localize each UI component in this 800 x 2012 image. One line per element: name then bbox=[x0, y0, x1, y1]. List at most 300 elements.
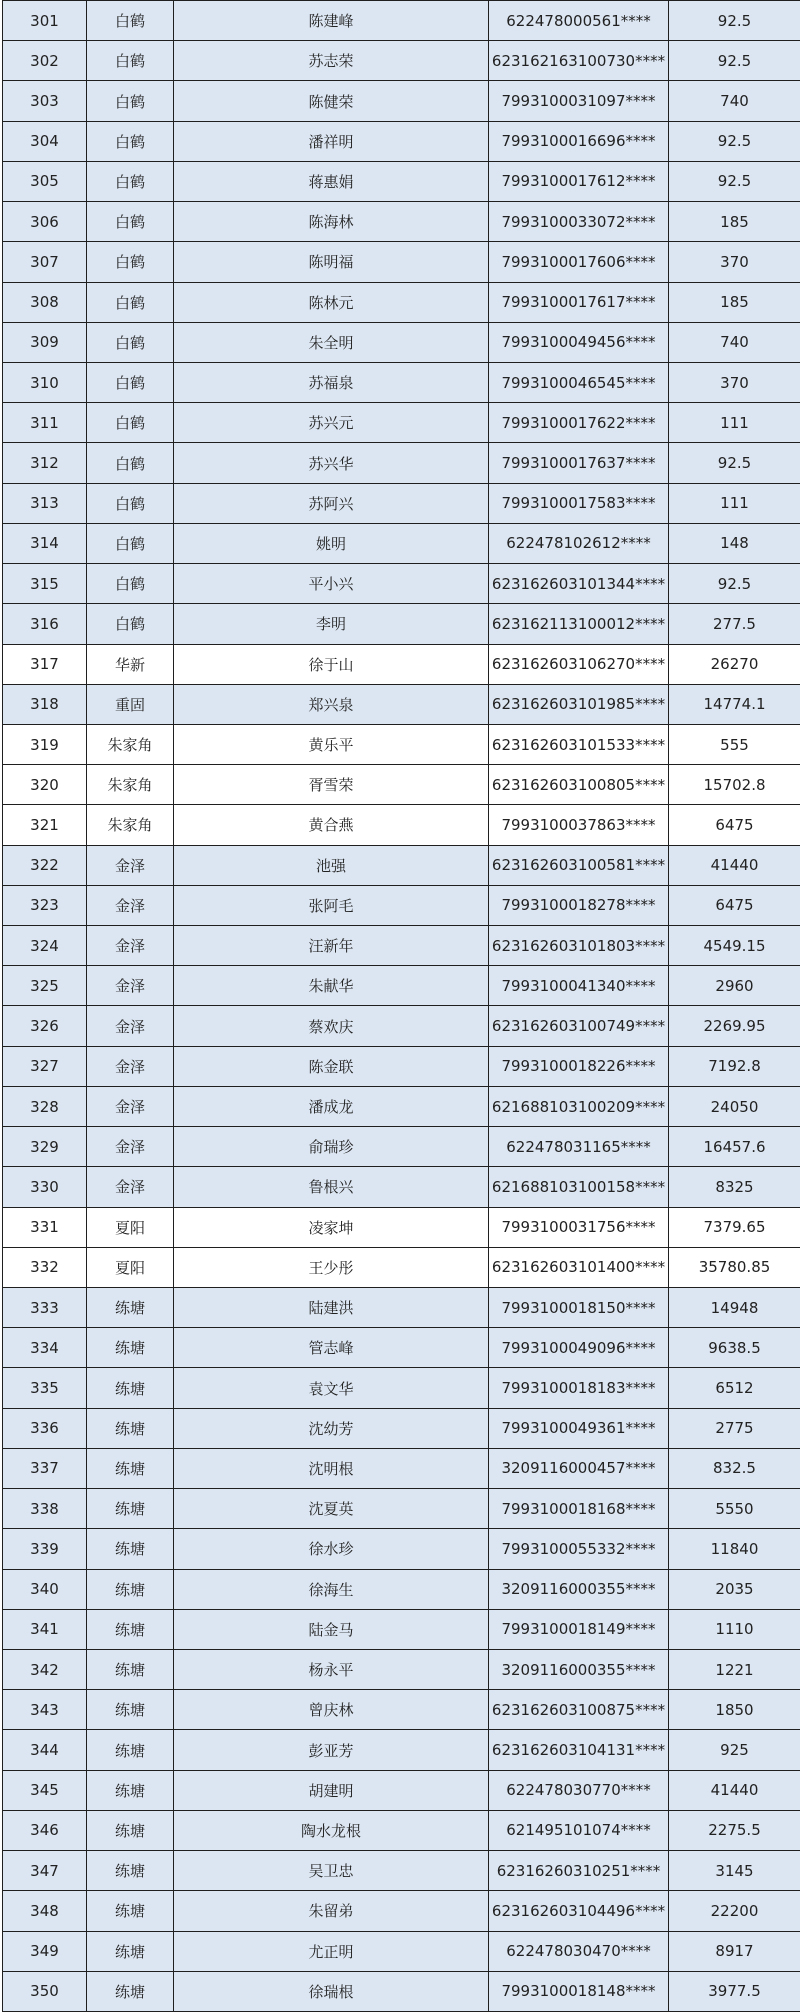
name-cell: 蒋惠娟 bbox=[174, 161, 489, 201]
town-cell: 练塘 bbox=[87, 1851, 174, 1891]
name-cell: 胥雪荣 bbox=[174, 765, 489, 805]
town-cell: 朱家角 bbox=[87, 805, 174, 845]
row-number-cell: 344 bbox=[3, 1730, 87, 1770]
amount-cell: 24050 bbox=[669, 1086, 800, 1126]
account-number-cell: 623162603100805**** bbox=[489, 765, 669, 805]
account-number-cell: 7993100017617**** bbox=[489, 282, 669, 322]
name-cell: 陈林元 bbox=[174, 282, 489, 322]
table-row bbox=[3, 966, 800, 1006]
name-cell: 朱留弟 bbox=[174, 1891, 489, 1931]
account-number-cell: 622478000561**** bbox=[489, 1, 669, 41]
row-number-cell: 336 bbox=[3, 1408, 87, 1448]
table-row bbox=[3, 1368, 800, 1408]
table-row bbox=[3, 564, 800, 604]
town-cell: 重固 bbox=[87, 684, 174, 724]
table-row bbox=[3, 1971, 800, 2011]
town-cell: 白鹤 bbox=[87, 443, 174, 483]
name-cell: 管志峰 bbox=[174, 1328, 489, 1368]
name-cell: 沈幼芳 bbox=[174, 1408, 489, 1448]
table-row bbox=[3, 1448, 800, 1488]
name-cell: 徐海生 bbox=[174, 1569, 489, 1609]
table-row bbox=[3, 1, 800, 41]
name-cell: 曾庆林 bbox=[174, 1690, 489, 1730]
account-number-cell: 7993100018168**** bbox=[489, 1489, 669, 1529]
amount-cell: 8917 bbox=[669, 1931, 800, 1971]
row-number-cell: 313 bbox=[3, 483, 87, 523]
account-number-cell: 622478102612**** bbox=[489, 523, 669, 563]
amount-cell: 92.5 bbox=[669, 1, 800, 41]
table-row bbox=[3, 483, 800, 523]
amount-cell: 185 bbox=[669, 202, 800, 242]
town-cell: 朱家角 bbox=[87, 765, 174, 805]
amount-cell: 2269.95 bbox=[669, 1006, 800, 1046]
amount-cell: 1221 bbox=[669, 1649, 800, 1689]
row-number-cell: 338 bbox=[3, 1489, 87, 1529]
town-cell: 白鹤 bbox=[87, 564, 174, 604]
town-cell: 练塘 bbox=[87, 1931, 174, 1971]
town-cell: 白鹤 bbox=[87, 322, 174, 362]
table-row bbox=[3, 1328, 800, 1368]
table-row bbox=[3, 1770, 800, 1810]
amount-cell: 92.5 bbox=[669, 564, 800, 604]
town-cell: 金泽 bbox=[87, 1167, 174, 1207]
amount-cell: 92.5 bbox=[669, 41, 800, 81]
town-cell: 金泽 bbox=[87, 885, 174, 925]
account-number-cell: 623162163100730**** bbox=[489, 41, 669, 81]
table-row bbox=[3, 1086, 800, 1126]
town-cell: 白鹤 bbox=[87, 202, 174, 242]
account-number-cell: 623162603104131**** bbox=[489, 1730, 669, 1770]
amount-cell: 277.5 bbox=[669, 604, 800, 644]
account-number-cell: 623162603101533**** bbox=[489, 724, 669, 764]
table-row bbox=[3, 805, 800, 845]
row-number-cell: 311 bbox=[3, 403, 87, 443]
row-number-cell: 347 bbox=[3, 1851, 87, 1891]
name-cell: 潘祥明 bbox=[174, 121, 489, 161]
town-cell: 金泽 bbox=[87, 966, 174, 1006]
amount-cell: 740 bbox=[669, 322, 800, 362]
row-number-cell: 335 bbox=[3, 1368, 87, 1408]
amount-cell: 35780.85 bbox=[669, 1247, 800, 1287]
row-number-cell: 320 bbox=[3, 765, 87, 805]
name-cell: 陈健荣 bbox=[174, 81, 489, 121]
name-cell: 吴卫忠 bbox=[174, 1851, 489, 1891]
name-cell: 黄乐平 bbox=[174, 724, 489, 764]
name-cell: 黄合燕 bbox=[174, 805, 489, 845]
row-number-cell: 305 bbox=[3, 161, 87, 201]
row-number-cell: 325 bbox=[3, 966, 87, 1006]
amount-cell: 1850 bbox=[669, 1690, 800, 1730]
name-cell: 徐于山 bbox=[174, 644, 489, 684]
amount-cell: 9638.5 bbox=[669, 1328, 800, 1368]
row-number-cell: 303 bbox=[3, 81, 87, 121]
table-row bbox=[3, 1891, 800, 1931]
table-row bbox=[3, 121, 800, 161]
account-number-cell: 7993100017583**** bbox=[489, 483, 669, 523]
account-number-cell: 7993100031756**** bbox=[489, 1207, 669, 1247]
table-row bbox=[3, 644, 800, 684]
account-number-cell: 7993100017612**** bbox=[489, 161, 669, 201]
name-cell: 陈建峰 bbox=[174, 1, 489, 41]
table-body bbox=[3, 1, 800, 2012]
table-row bbox=[3, 1730, 800, 1770]
table-row bbox=[3, 1529, 800, 1569]
account-number-cell: 7993100049456**** bbox=[489, 322, 669, 362]
table-row bbox=[3, 1207, 800, 1247]
table-row bbox=[3, 242, 800, 282]
town-cell: 练塘 bbox=[87, 1609, 174, 1649]
account-number-cell: 7993100017622**** bbox=[489, 403, 669, 443]
row-number-cell: 329 bbox=[3, 1127, 87, 1167]
account-number-cell: 623162603100581**** bbox=[489, 845, 669, 885]
amount-cell: 925 bbox=[669, 1730, 800, 1770]
amount-cell: 14948 bbox=[669, 1288, 800, 1328]
row-number-cell: 332 bbox=[3, 1247, 87, 1287]
town-cell: 练塘 bbox=[87, 1649, 174, 1689]
name-cell: 陆金马 bbox=[174, 1609, 489, 1649]
town-cell: 练塘 bbox=[87, 1891, 174, 1931]
account-number-cell: 7993100046545**** bbox=[489, 362, 669, 402]
row-number-cell: 302 bbox=[3, 41, 87, 81]
table-row bbox=[3, 1167, 800, 1207]
name-cell: 郑兴泉 bbox=[174, 684, 489, 724]
account-number-cell: 7993100049096**** bbox=[489, 1328, 669, 1368]
row-number-cell: 322 bbox=[3, 845, 87, 885]
amount-cell: 16457.6 bbox=[669, 1127, 800, 1167]
row-number-cell: 337 bbox=[3, 1448, 87, 1488]
account-number-cell: 621688103100158**** bbox=[489, 1167, 669, 1207]
table-row bbox=[3, 1810, 800, 1850]
row-number-cell: 323 bbox=[3, 885, 87, 925]
row-number-cell: 333 bbox=[3, 1288, 87, 1328]
town-cell: 白鹤 bbox=[87, 362, 174, 402]
amount-cell: 1110 bbox=[669, 1609, 800, 1649]
row-number-cell: 316 bbox=[3, 604, 87, 644]
name-cell: 蔡欢庆 bbox=[174, 1006, 489, 1046]
name-cell: 张阿毛 bbox=[174, 885, 489, 925]
account-number-cell: 7993100017606**** bbox=[489, 242, 669, 282]
account-number-cell: 623162603101400**** bbox=[489, 1247, 669, 1287]
name-cell: 苏兴华 bbox=[174, 443, 489, 483]
table-row bbox=[3, 1931, 800, 1971]
table-row bbox=[3, 1247, 800, 1287]
name-cell: 陶水龙根 bbox=[174, 1810, 489, 1850]
account-number-cell: 7993100017637**** bbox=[489, 443, 669, 483]
town-cell: 金泽 bbox=[87, 1046, 174, 1086]
row-number-cell: 350 bbox=[3, 1971, 87, 2011]
name-cell: 徐瑞根 bbox=[174, 1971, 489, 2011]
amount-cell: 6475 bbox=[669, 885, 800, 925]
amount-cell: 370 bbox=[669, 242, 800, 282]
town-cell: 练塘 bbox=[87, 1448, 174, 1488]
row-number-cell: 307 bbox=[3, 242, 87, 282]
amount-cell: 2275.5 bbox=[669, 1810, 800, 1850]
row-number-cell: 317 bbox=[3, 644, 87, 684]
table-row bbox=[3, 1408, 800, 1448]
account-number-cell: 623162603101344**** bbox=[489, 564, 669, 604]
amount-cell: 6475 bbox=[669, 805, 800, 845]
town-cell: 练塘 bbox=[87, 1569, 174, 1609]
account-number-cell: 7993100037863**** bbox=[489, 805, 669, 845]
table-row bbox=[3, 724, 800, 764]
name-cell: 苏阿兴 bbox=[174, 483, 489, 523]
table-row bbox=[3, 885, 800, 925]
table-row bbox=[3, 684, 800, 724]
account-number-cell: 7993100018183**** bbox=[489, 1368, 669, 1408]
town-cell: 白鹤 bbox=[87, 242, 174, 282]
account-number-cell: 3209116000355**** bbox=[489, 1569, 669, 1609]
town-cell: 金泽 bbox=[87, 926, 174, 966]
amount-cell: 555 bbox=[669, 724, 800, 764]
row-number-cell: 334 bbox=[3, 1328, 87, 1368]
town-cell: 白鹤 bbox=[87, 523, 174, 563]
table-row bbox=[3, 1046, 800, 1086]
name-cell: 彭亚芳 bbox=[174, 1730, 489, 1770]
table-row bbox=[3, 202, 800, 242]
table-row bbox=[3, 926, 800, 966]
name-cell: 陆建洪 bbox=[174, 1288, 489, 1328]
name-cell: 杨永平 bbox=[174, 1649, 489, 1689]
row-number-cell: 348 bbox=[3, 1891, 87, 1931]
town-cell: 白鹤 bbox=[87, 1, 174, 41]
account-number-cell: 622478030470**** bbox=[489, 1931, 669, 1971]
row-number-cell: 324 bbox=[3, 926, 87, 966]
row-number-cell: 326 bbox=[3, 1006, 87, 1046]
amount-cell: 11840 bbox=[669, 1529, 800, 1569]
account-number-cell: 7993100018150**** bbox=[489, 1288, 669, 1328]
account-number-cell: 621688103100209**** bbox=[489, 1086, 669, 1126]
row-number-cell: 315 bbox=[3, 564, 87, 604]
town-cell: 练塘 bbox=[87, 1730, 174, 1770]
town-cell: 白鹤 bbox=[87, 403, 174, 443]
name-cell: 姚明 bbox=[174, 523, 489, 563]
name-cell: 平小兴 bbox=[174, 564, 489, 604]
town-cell: 白鹤 bbox=[87, 81, 174, 121]
account-number-cell: 623162113100012**** bbox=[489, 604, 669, 644]
row-number-cell: 314 bbox=[3, 523, 87, 563]
row-number-cell: 341 bbox=[3, 1609, 87, 1649]
name-cell: 尤正明 bbox=[174, 1931, 489, 1971]
amount-cell: 41440 bbox=[669, 845, 800, 885]
name-cell: 鲁根兴 bbox=[174, 1167, 489, 1207]
row-number-cell: 301 bbox=[3, 1, 87, 41]
amount-cell: 7379.65 bbox=[669, 1207, 800, 1247]
table-row bbox=[3, 765, 800, 805]
amount-cell: 3145 bbox=[669, 1851, 800, 1891]
amount-cell: 2960 bbox=[669, 966, 800, 1006]
account-number-cell: 3209116000355**** bbox=[489, 1649, 669, 1689]
town-cell: 练塘 bbox=[87, 1368, 174, 1408]
name-cell: 陈海林 bbox=[174, 202, 489, 242]
row-number-cell: 321 bbox=[3, 805, 87, 845]
amount-cell: 148 bbox=[669, 523, 800, 563]
table-row bbox=[3, 1569, 800, 1609]
row-number-cell: 345 bbox=[3, 1770, 87, 1810]
row-number-cell: 346 bbox=[3, 1810, 87, 1850]
account-number-cell: 622478031165**** bbox=[489, 1127, 669, 1167]
town-cell: 白鹤 bbox=[87, 483, 174, 523]
town-cell: 华新 bbox=[87, 644, 174, 684]
account-number-cell: 622478030770**** bbox=[489, 1770, 669, 1810]
row-number-cell: 343 bbox=[3, 1690, 87, 1730]
payment-list-table bbox=[2, 0, 800, 2012]
row-number-cell: 327 bbox=[3, 1046, 87, 1086]
account-number-cell: 62316260310251**** bbox=[489, 1851, 669, 1891]
town-cell: 金泽 bbox=[87, 1006, 174, 1046]
account-number-cell: 623162603100875**** bbox=[489, 1690, 669, 1730]
amount-cell: 7192.8 bbox=[669, 1046, 800, 1086]
amount-cell: 111 bbox=[669, 403, 800, 443]
amount-cell: 111 bbox=[669, 483, 800, 523]
town-cell: 朱家角 bbox=[87, 724, 174, 764]
name-cell: 朱全明 bbox=[174, 322, 489, 362]
name-cell: 朱献华 bbox=[174, 966, 489, 1006]
amount-cell: 2775 bbox=[669, 1408, 800, 1448]
town-cell: 白鹤 bbox=[87, 282, 174, 322]
row-number-cell: 330 bbox=[3, 1167, 87, 1207]
table-row bbox=[3, 362, 800, 402]
amount-cell: 2035 bbox=[669, 1569, 800, 1609]
amount-cell: 15702.8 bbox=[669, 765, 800, 805]
row-number-cell: 331 bbox=[3, 1207, 87, 1247]
table-row bbox=[3, 1006, 800, 1046]
table-row bbox=[3, 523, 800, 563]
town-cell: 金泽 bbox=[87, 1127, 174, 1167]
amount-cell: 14774.1 bbox=[669, 684, 800, 724]
name-cell: 汪新年 bbox=[174, 926, 489, 966]
name-cell: 沈夏英 bbox=[174, 1489, 489, 1529]
table-row bbox=[3, 1609, 800, 1649]
account-number-cell: 7993100018149**** bbox=[489, 1609, 669, 1649]
amount-cell: 370 bbox=[669, 362, 800, 402]
town-cell: 练塘 bbox=[87, 1770, 174, 1810]
amount-cell: 92.5 bbox=[669, 161, 800, 201]
amount-cell: 92.5 bbox=[669, 121, 800, 161]
row-number-cell: 318 bbox=[3, 684, 87, 724]
account-number-cell: 7993100018278**** bbox=[489, 885, 669, 925]
account-number-cell: 623162603101803**** bbox=[489, 926, 669, 966]
account-number-cell: 7993100031097**** bbox=[489, 81, 669, 121]
account-number-cell: 7993100055332**** bbox=[489, 1529, 669, 1569]
name-cell: 凌家坤 bbox=[174, 1207, 489, 1247]
town-cell: 练塘 bbox=[87, 1288, 174, 1328]
account-number-cell: 7993100018148**** bbox=[489, 1971, 669, 2011]
row-number-cell: 308 bbox=[3, 282, 87, 322]
town-cell: 夏阳 bbox=[87, 1207, 174, 1247]
account-number-cell: 7993100018226**** bbox=[489, 1046, 669, 1086]
amount-cell: 4549.15 bbox=[669, 926, 800, 966]
name-cell: 苏志荣 bbox=[174, 41, 489, 81]
amount-cell: 185 bbox=[669, 282, 800, 322]
table-row bbox=[3, 81, 800, 121]
table-row bbox=[3, 41, 800, 81]
name-cell: 李明 bbox=[174, 604, 489, 644]
town-cell: 练塘 bbox=[87, 1529, 174, 1569]
table-row bbox=[3, 1127, 800, 1167]
row-number-cell: 310 bbox=[3, 362, 87, 402]
town-cell: 金泽 bbox=[87, 845, 174, 885]
town-cell: 夏阳 bbox=[87, 1247, 174, 1287]
row-number-cell: 304 bbox=[3, 121, 87, 161]
town-cell: 白鹤 bbox=[87, 41, 174, 81]
name-cell: 徐水珍 bbox=[174, 1529, 489, 1569]
table-row bbox=[3, 282, 800, 322]
town-cell: 练塘 bbox=[87, 1971, 174, 2011]
name-cell: 袁文华 bbox=[174, 1368, 489, 1408]
name-cell: 苏福泉 bbox=[174, 362, 489, 402]
row-number-cell: 349 bbox=[3, 1931, 87, 1971]
table-row bbox=[3, 1690, 800, 1730]
town-cell: 练塘 bbox=[87, 1408, 174, 1448]
account-number-cell: 623162603100749**** bbox=[489, 1006, 669, 1046]
account-number-cell: 623162603104496**** bbox=[489, 1891, 669, 1931]
table-row bbox=[3, 403, 800, 443]
account-number-cell: 3209116000457**** bbox=[489, 1448, 669, 1488]
amount-cell: 26270 bbox=[669, 644, 800, 684]
name-cell: 胡建明 bbox=[174, 1770, 489, 1810]
amount-cell: 740 bbox=[669, 81, 800, 121]
name-cell: 潘成龙 bbox=[174, 1086, 489, 1126]
name-cell: 苏兴元 bbox=[174, 403, 489, 443]
table-row bbox=[3, 845, 800, 885]
table-row bbox=[3, 1851, 800, 1891]
name-cell: 俞瑞珍 bbox=[174, 1127, 489, 1167]
account-number-cell: 623162603101985**** bbox=[489, 684, 669, 724]
town-cell: 金泽 bbox=[87, 1086, 174, 1126]
row-number-cell: 312 bbox=[3, 443, 87, 483]
table-row bbox=[3, 1649, 800, 1689]
name-cell: 沈明根 bbox=[174, 1448, 489, 1488]
town-cell: 练塘 bbox=[87, 1489, 174, 1529]
row-number-cell: 309 bbox=[3, 322, 87, 362]
row-number-cell: 306 bbox=[3, 202, 87, 242]
amount-cell: 5550 bbox=[669, 1489, 800, 1529]
account-number-cell: 7993100033072**** bbox=[489, 202, 669, 242]
name-cell: 王少彤 bbox=[174, 1247, 489, 1287]
table-row bbox=[3, 443, 800, 483]
amount-cell: 8325 bbox=[669, 1167, 800, 1207]
town-cell: 练塘 bbox=[87, 1810, 174, 1850]
table-row bbox=[3, 322, 800, 362]
table-row bbox=[3, 1489, 800, 1529]
amount-cell: 22200 bbox=[669, 1891, 800, 1931]
row-number-cell: 340 bbox=[3, 1569, 87, 1609]
town-cell: 白鹤 bbox=[87, 161, 174, 201]
table-row bbox=[3, 1288, 800, 1328]
row-number-cell: 319 bbox=[3, 724, 87, 764]
table-row bbox=[3, 161, 800, 201]
amount-cell: 832.5 bbox=[669, 1448, 800, 1488]
account-number-cell: 621495101074**** bbox=[489, 1810, 669, 1850]
row-number-cell: 328 bbox=[3, 1086, 87, 1126]
name-cell: 池强 bbox=[174, 845, 489, 885]
amount-cell: 41440 bbox=[669, 1770, 800, 1810]
row-number-cell: 342 bbox=[3, 1649, 87, 1689]
town-cell: 白鹤 bbox=[87, 121, 174, 161]
row-number-cell: 339 bbox=[3, 1529, 87, 1569]
town-cell: 白鹤 bbox=[87, 604, 174, 644]
account-number-cell: 7993100041340**** bbox=[489, 966, 669, 1006]
account-number-cell: 7993100016696**** bbox=[489, 121, 669, 161]
account-number-cell: 7993100049361**** bbox=[489, 1408, 669, 1448]
amount-cell: 3977.5 bbox=[669, 1971, 800, 2011]
town-cell: 练塘 bbox=[87, 1690, 174, 1730]
account-number-cell: 623162603106270**** bbox=[489, 644, 669, 684]
name-cell: 陈金联 bbox=[174, 1046, 489, 1086]
amount-cell: 92.5 bbox=[669, 443, 800, 483]
amount-cell: 6512 bbox=[669, 1368, 800, 1408]
name-cell: 陈明福 bbox=[174, 242, 489, 282]
